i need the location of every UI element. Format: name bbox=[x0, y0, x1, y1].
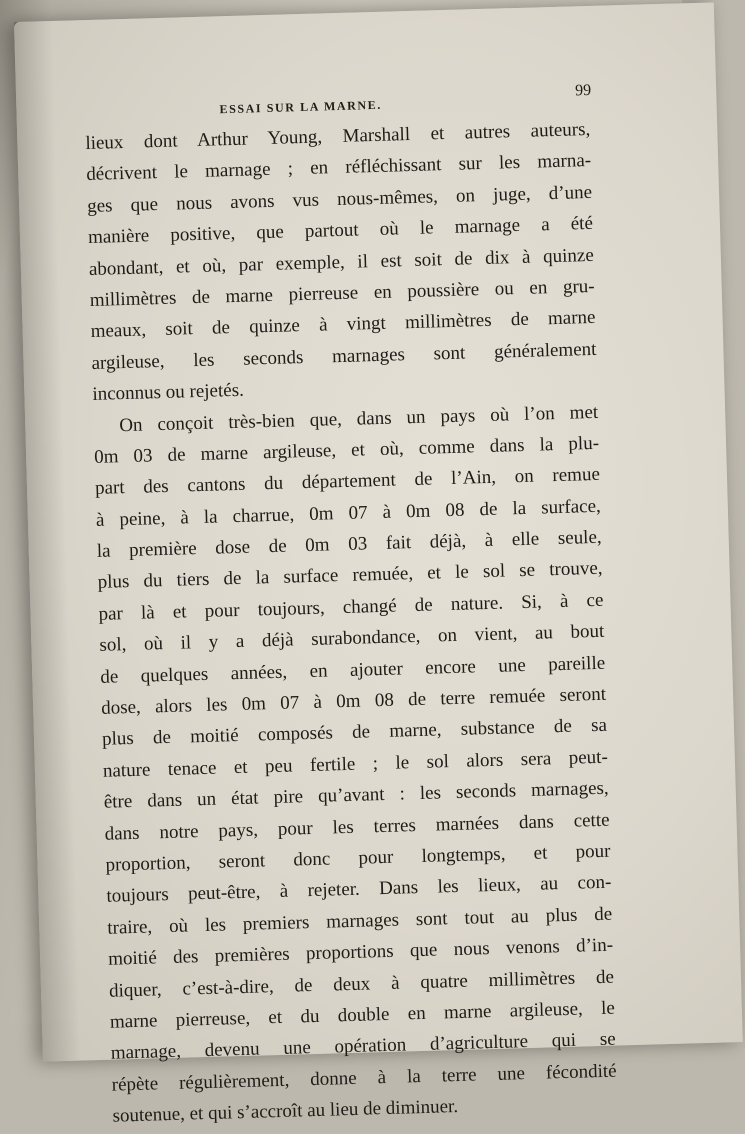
text-line: dose, alors les 0m 07 à 0m 08 de terre remuée seront bbox=[100, 683, 607, 719]
text-line: marne pierreuse, et du double en marne argileuse, le bbox=[109, 997, 616, 1033]
text-line: argileuse, les seconds marnages sont généralement bbox=[91, 338, 597, 374]
text-line: inconnus ou rejetés. bbox=[92, 379, 245, 406]
text-line: 0m 03 de marne argileuse, et où, comme dans la plu- bbox=[93, 432, 600, 468]
page-text-block bbox=[84, 81, 618, 1132]
text-line: toujours peut-être, à rejeter. Dans les lieux, au con- bbox=[106, 872, 612, 908]
text-line: moitié des premières proportions que nous venons d’in- bbox=[107, 934, 614, 970]
text-line: part des cantons du département de l’Ain, on remue bbox=[94, 464, 601, 500]
text-line: diquer, c’est-à-dire, de deux à quatre millimètres de bbox=[108, 966, 615, 1002]
text-line: à peine, à la charrue, 0m 07 à 0m 08 de la surface, bbox=[95, 495, 602, 531]
text-line: décrivent le marnage ; en réfléchissant sur les marna- bbox=[86, 150, 592, 186]
text-line: manière positive, que partout où le marnage a été bbox=[87, 213, 594, 249]
page-number: 99 bbox=[574, 81, 592, 100]
text-line: soutenue, et qui s’accroît au lieu de diminuer. bbox=[112, 1096, 459, 1127]
text-line: dans notre pays, pour les terres marnées dans cette bbox=[104, 809, 610, 845]
text-line: On conçoit très-bien que, dans un pays où l’on met bbox=[119, 401, 599, 436]
text-line: marnage, devenu une opération d’agriculture qui se bbox=[110, 1028, 616, 1065]
text-line: millimètres de marne pierreuse en poussière ou en gru- bbox=[89, 275, 595, 311]
text-line: de quelques années, en ajouter encore une pareille bbox=[100, 652, 606, 688]
body-text bbox=[85, 114, 618, 1132]
text-line: abondant, et où, par exemple, il est soit de dix à quinze bbox=[88, 244, 595, 280]
text-line: lieux dont Arthur Young, Marshall et autres auteurs, bbox=[85, 118, 591, 155]
text-line: la première dose de 0m 03 fait déjà, à elle seule, bbox=[96, 526, 602, 562]
text-line: ges que nous avons vus nous-mêmes, on juge, d’une bbox=[86, 181, 593, 217]
text-line: traire, où les premiers marnages sont tout au plus de bbox=[107, 903, 613, 939]
text-line: meaux, soit de quinze à vingt millimètres de marne bbox=[90, 307, 596, 343]
running-title: ESSAI SUR LA MARNE. bbox=[219, 97, 383, 117]
text-line: être dans un état pire qu’avant : les seconds marnages, bbox=[103, 777, 609, 813]
text-line: sol, où il y a déjà surabondance, on vient, au bout bbox=[99, 621, 605, 657]
text-line: plus du tiers de la surface remuée, et le sol se trouve, bbox=[97, 558, 603, 594]
book-page bbox=[14, 2, 743, 1127]
text-line: proportion, seront donc pour longtemps, et pour bbox=[105, 840, 611, 876]
text-line: plus de moitié composés de marne, substance de sa bbox=[101, 715, 608, 751]
text-line: nature tenace et peu fertile ; le sol alors sera peut- bbox=[102, 746, 609, 782]
text-line: par là et pour toujours, changé de nature. Si, à ce bbox=[98, 589, 604, 625]
text-line: répète régulièrement, donne à la terre une fécondité bbox=[111, 1060, 617, 1096]
